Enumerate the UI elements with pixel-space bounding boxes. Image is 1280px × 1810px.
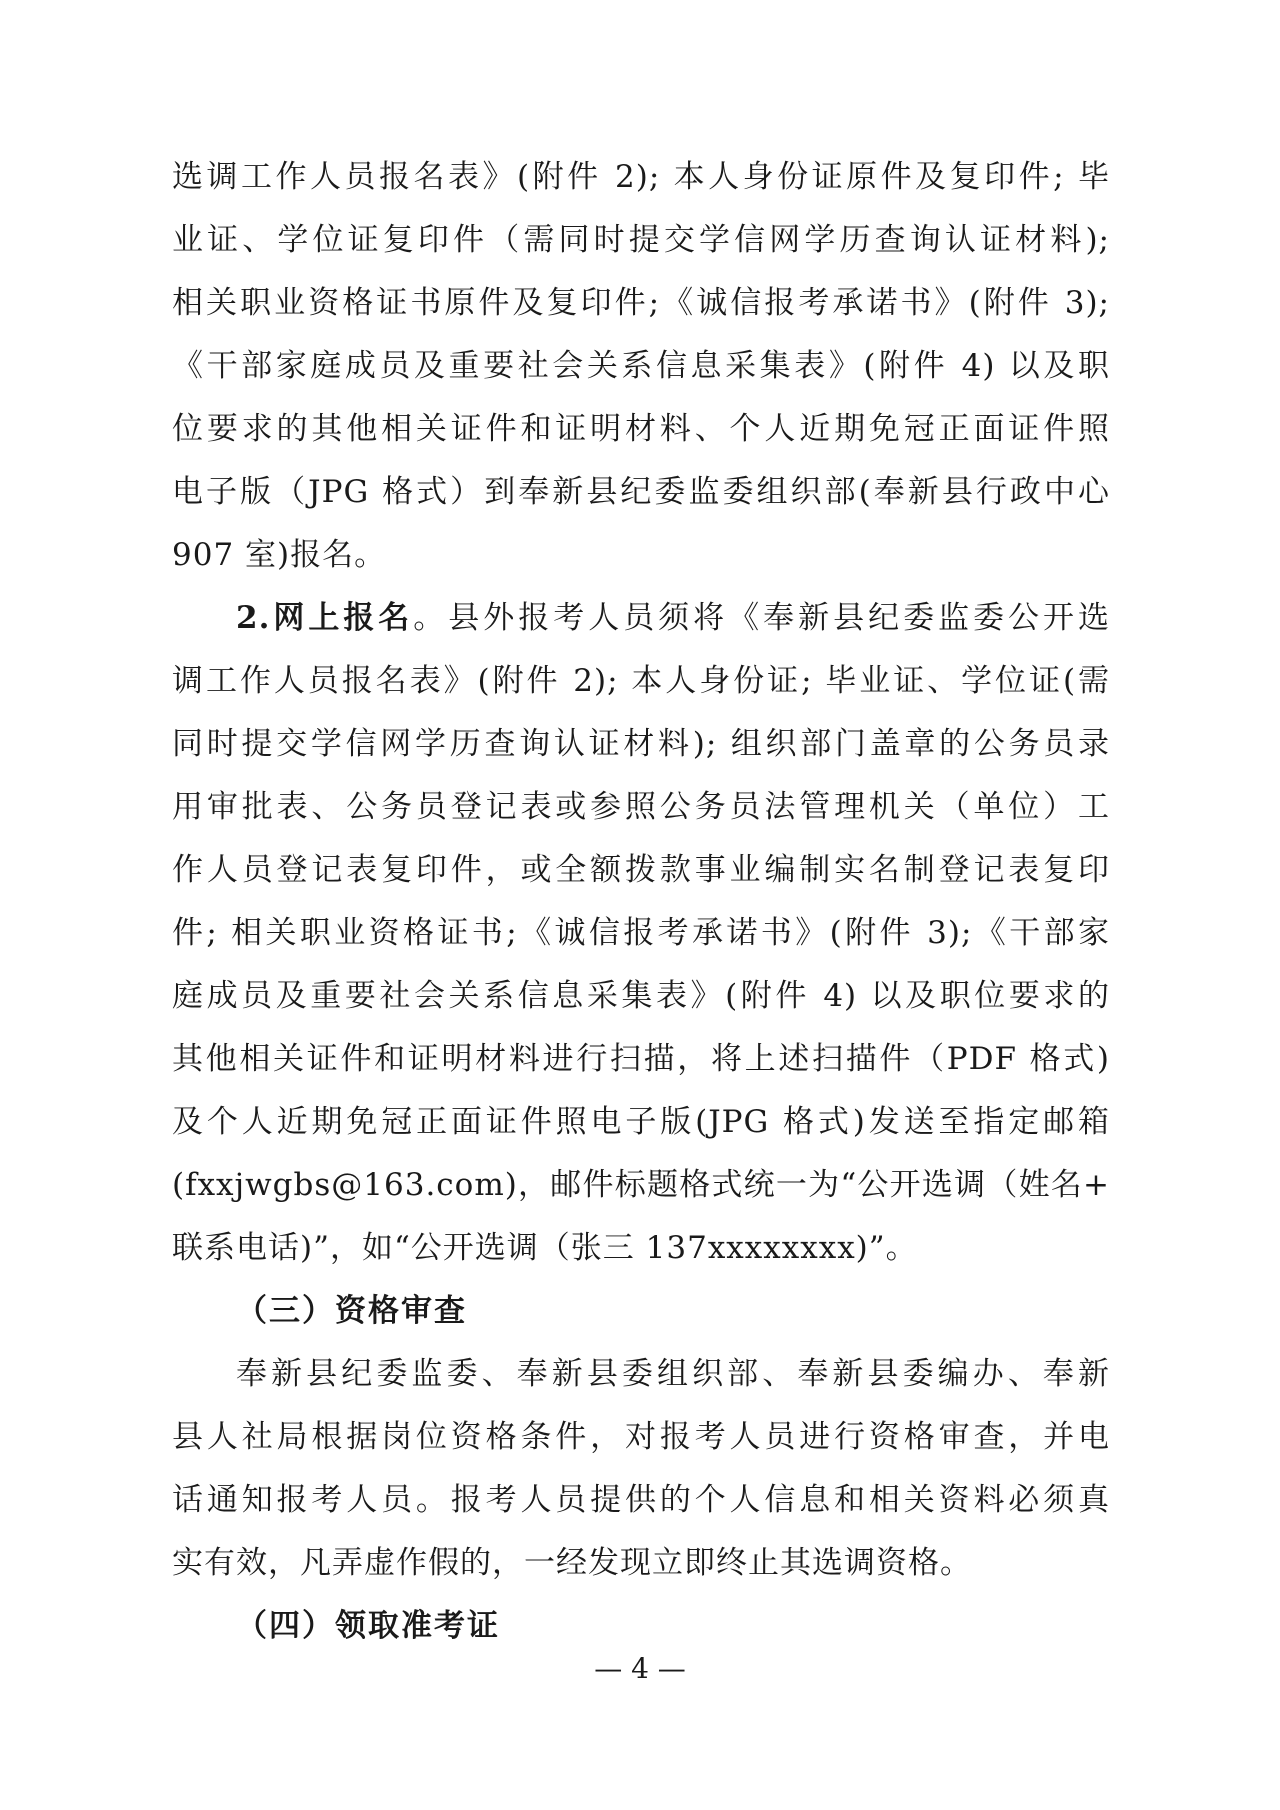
paragraph-line: 其他相关证件和证明材料进行扫描，将上述扫描件（PDF 格式) [172, 1041, 1110, 1077]
paragraph-line: 业证、学位证复印件（需同时提交学信网学历查询认证材料); [172, 222, 1110, 258]
paragraph-line: 件; 相关职业资格证书;《诚信报考承诺书》(附件 3);《干部家 [172, 915, 1110, 951]
paragraph-line: 联系电话)”，如“公开选调（张三 137xxxxxxxx)”。 [172, 1230, 918, 1266]
online-registration-line [236, 598, 1110, 638]
page-number: — 4 — [594, 1652, 686, 1685]
paragraph-line: 《干部家庭成员及重要社会关系信息采集表》(附件 4) 以及职 [172, 348, 1110, 384]
section-heading-admission-ticket: （四）领取准考证 [236, 1608, 500, 1644]
section-heading-qualification-review: （三）资格审查 [236, 1293, 467, 1329]
paragraph-line: 庭成员及重要社会关系信息采集表》(附件 4) 以及职位要求的 [172, 978, 1110, 1014]
paragraph-line: 奉新县纪委监委、奉新县委组织部、奉新县委编办、奉新 [236, 1356, 1110, 1392]
paragraph-line: 及个人近期免冠正面证件照电子版(JPG 格式)发送至指定邮箱 [172, 1104, 1110, 1140]
paragraph-line: 县人社局根据岗位资格条件，对报考人员进行资格审查，并电 [172, 1419, 1110, 1455]
paragraph-line: 实有效，凡弄虚作假的，一经发现立即终止其选调资格。 [172, 1545, 972, 1581]
paragraph-line: 同时提交学信网学历查询认证材料); 组织部门盖章的公务员录 [172, 726, 1110, 762]
paragraph-line: 选调工作人员报名表》(附件 2); 本人身份证原件及复印件; 毕 [172, 159, 1110, 195]
paragraph-line: 相关职业资格证书原件及复印件;《诚信报考承诺书》(附件 3); [172, 285, 1110, 321]
paragraph-line: 电子版（JPG 格式）到奉新县纪委监委组织部(奉新县行政中心 [172, 474, 1110, 510]
paragraph-line: 话通知报考人员。报考人员提供的个人信息和相关资料必须真 [172, 1482, 1110, 1518]
paragraph-line: 调工作人员报名表》(附件 2); 本人身份证; 毕业证、学位证(需 [172, 663, 1110, 699]
paragraph-line: (fxxjwgbs@163.com)，邮件标题格式统一为“公开选调（姓名+ [172, 1167, 1110, 1203]
online-registration-text: 。县外报考人员须将《奉新县纪委监委公开选 [413, 600, 1110, 636]
online-registration-label: 2.网上报名 [236, 600, 414, 636]
paragraph-line: 用审批表、公务员登记表或参照公务员法管理机关（单位）工 [172, 789, 1110, 825]
paragraph-line: 907 室)报名。 [172, 537, 387, 573]
paragraph-line: 作人员登记表复印件，或全额拨款事业编制实名制登记表复印 [172, 852, 1110, 888]
paragraph-line: 位要求的其他相关证件和证明材料、个人近期免冠正面证件照 [172, 411, 1110, 447]
